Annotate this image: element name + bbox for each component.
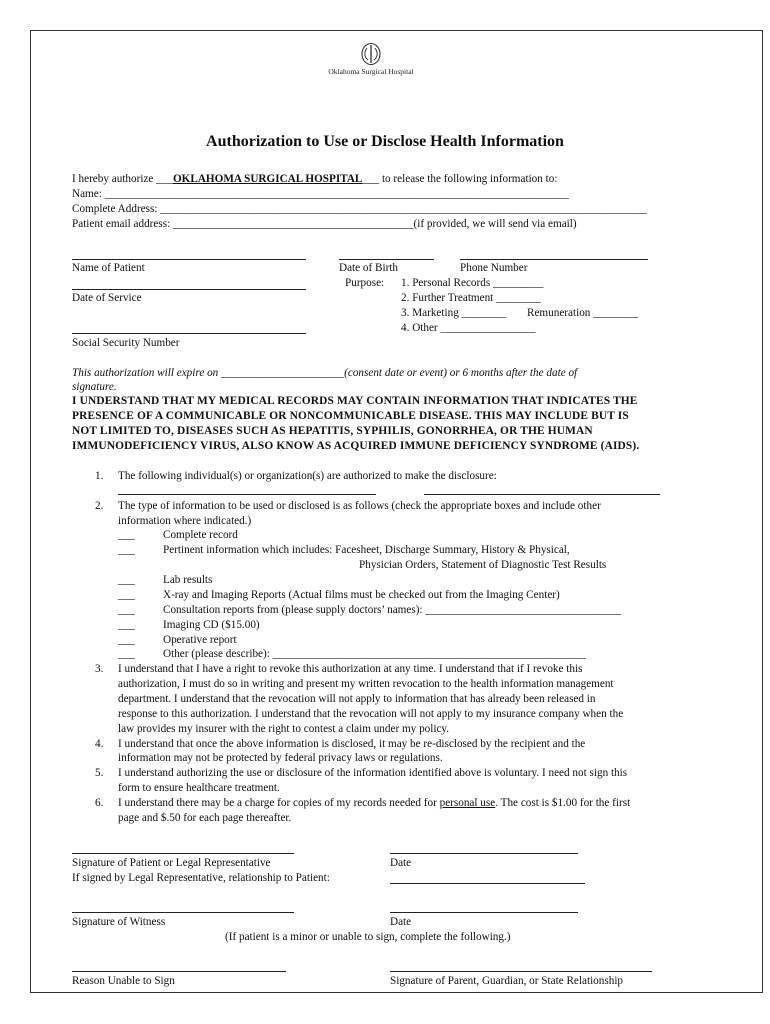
hospital-logo-icon bbox=[360, 42, 382, 66]
item-number: 6. bbox=[95, 797, 104, 809]
item-3-text: law provides my insurer with the right to contest a claim under my policy. bbox=[118, 723, 450, 735]
date-of-service-label: Date of Service bbox=[72, 292, 142, 304]
witness-signature-line[interactable] bbox=[72, 912, 294, 913]
checkbox-blank[interactable]: ___ bbox=[118, 648, 135, 660]
minor-note: (If patient is a minor or unable to sign, complete the following.) bbox=[225, 931, 511, 943]
dob-label: Date of Birth bbox=[339, 262, 399, 274]
remuneration-item[interactable]: Remuneration ________ bbox=[527, 307, 638, 319]
hospital-logo-name: Oklahoma Surgical Hospital bbox=[328, 67, 414, 76]
patient-signature-label: Signature of Patient or Legal Representative bbox=[72, 857, 271, 869]
witness-label: Signature of Witness bbox=[72, 916, 166, 928]
warning-text: NOT LIMITED TO, DISEASES SUCH AS HEPATITIS, SYPHILIS, GONORRHEA, OR THE HUMAN bbox=[72, 425, 593, 437]
dob-line[interactable] bbox=[339, 259, 434, 260]
item-6-text-a: I understand there may be a charge for copies of my records needed for bbox=[118, 797, 440, 809]
purpose-label: Purpose: bbox=[345, 277, 385, 289]
purpose-item[interactable]: 1. Personal Records _________ bbox=[401, 277, 544, 289]
reason-label: Reason Unable to Sign bbox=[72, 975, 175, 987]
check-option: Pertinent information which includes: Facesheet, Discharge Summary, History & Physical, bbox=[163, 544, 570, 556]
checkbox-blank[interactable]: ___ bbox=[118, 619, 135, 631]
hospital-name: OKLAHOMA SURGICAL HOSPITAL bbox=[172, 173, 363, 185]
item-5-text: form to ensure healthcare treatment. bbox=[118, 782, 280, 794]
check-option: Complete record bbox=[163, 529, 238, 541]
name-field[interactable]: Name: ___________________________________________________________________________________ bbox=[72, 188, 569, 200]
relationship-label: If signed by Legal Representative, relationship to Patient: bbox=[72, 872, 330, 884]
disclosing-party-line-2[interactable] bbox=[424, 494, 660, 495]
hospital-logo bbox=[316, 42, 426, 76]
item-2-text: The type of information to be used or disclosed is as follows (check the appropriate boxes and include other bbox=[118, 500, 601, 512]
parent-signature-line[interactable] bbox=[390, 971, 652, 972]
checkbox-blank[interactable]: ___ bbox=[118, 544, 135, 556]
date-line-1[interactable] bbox=[390, 853, 578, 854]
page-title: Authorization to Use or Disclose Health Information bbox=[206, 133, 564, 150]
expire-line-2: signature. bbox=[72, 381, 117, 393]
purpose-item[interactable]: 4. Other _________________ bbox=[401, 322, 536, 334]
item-1-text: The following individual(s) or organization(s) are authorized to make the disclosure: bbox=[118, 470, 497, 482]
email-field[interactable]: Patient email address: ___________________________________________(if provided, we will send via email) bbox=[72, 218, 577, 230]
parent-signature-label: Signature of Parent, Guardian, or State Relationship bbox=[390, 975, 624, 987]
checkbox-blank[interactable]: ___ bbox=[118, 604, 135, 616]
item-number: 4. bbox=[95, 738, 104, 750]
name-of-patient-label: Name of Patient bbox=[72, 262, 145, 274]
item-5-text: I understand authorizing the use or disclosure of the information identified above is voluntary. I need not sign this bbox=[118, 767, 628, 779]
warning-text: PRESENCE OF A COMMUNICABLE OR NONCOMMUNICABLE DISEASE. THIS MAY INCLUDE BUT IS bbox=[72, 410, 629, 422]
check-option: X-ray and Imaging Reports (Actual films must be checked out from the Imaging Center) bbox=[163, 589, 560, 601]
check-option: Lab results bbox=[163, 574, 213, 586]
patient-signature-line[interactable] bbox=[72, 853, 294, 854]
item-number: 5. bbox=[95, 767, 104, 779]
check-option-cont: Physician Orders, Statement of Diagnostic Test Results bbox=[359, 559, 607, 571]
expire-line: This authorization will expire on ______________________(consent date or event) or 6 months after the date of bbox=[72, 367, 578, 379]
item-number: 3. bbox=[95, 663, 104, 675]
patient-name-line[interactable] bbox=[72, 259, 306, 260]
item-6-text-cont: page and $.50 for each page thereafter. bbox=[118, 812, 292, 824]
checkbox-blank[interactable]: ___ bbox=[118, 529, 135, 541]
item-6-underlined: personal use bbox=[439, 797, 496, 809]
item-3-text: department. I understand that the revocation will not apply to information that has already been released in bbox=[118, 693, 596, 705]
check-option: Consultation reports from (please supply doctors’ names): ___________________________________ bbox=[163, 604, 622, 616]
warning-text: IMMUNODEFICIENCY VIRUS, ALSO KNOW AS ACQUIRED IMMUNE DEFICIENCY SYNDROME (AIDS). bbox=[72, 440, 640, 452]
item-6-text bbox=[118, 796, 630, 810]
check-option: Imaging CD ($15.00) bbox=[163, 619, 260, 631]
authorize-line bbox=[72, 172, 557, 186]
item-6-text-b: . The cost is $1.00 for the first bbox=[495, 797, 631, 809]
purpose-item[interactable]: 3. Marketing ________ bbox=[401, 307, 507, 319]
item-4-text: I understand that once the above information is disclosed, it may be re-disclosed by the recipient and the bbox=[118, 738, 586, 750]
checkbox-blank[interactable]: ___ bbox=[118, 634, 135, 646]
authorize-suffix: ___ to release the following information to: bbox=[362, 173, 558, 185]
date-line-2[interactable] bbox=[390, 912, 578, 913]
item-2-text-cont: information where indicated.) bbox=[118, 515, 252, 527]
reason-line[interactable] bbox=[72, 971, 286, 972]
checkbox-blank[interactable]: ___ bbox=[118, 589, 135, 601]
check-option: Operative report bbox=[163, 634, 237, 646]
ssn-line[interactable] bbox=[72, 333, 306, 334]
checkbox-blank[interactable]: ___ bbox=[118, 574, 135, 586]
date-label-1: Date bbox=[390, 857, 412, 869]
item-number: 2. bbox=[95, 500, 104, 512]
item-3-text: authorization, I must do so in writing and present my written revocation to the health information management bbox=[118, 678, 614, 690]
date-label-2: Date bbox=[390, 916, 412, 928]
item-3-text: response to this authorization. I understand that the revocation will not apply to my insurance company when the bbox=[118, 708, 624, 720]
phone-line[interactable] bbox=[460, 259, 648, 260]
ssn-label: Social Security Number bbox=[72, 337, 180, 349]
phone-label: Phone Number bbox=[460, 262, 528, 274]
item-number: 1. bbox=[95, 470, 104, 482]
item-4-text: information may not be protected by federal privacy laws or regulations. bbox=[118, 752, 443, 764]
address-field[interactable]: Complete Address: _______________________________________________________________________________________ bbox=[72, 203, 647, 215]
authorize-prefix: I hereby authorize ___ bbox=[72, 173, 173, 185]
warning-text: I UNDERSTAND THAT MY MEDICAL RECORDS MAY CONTAIN INFORMATION THAT INDICATES THE bbox=[72, 395, 638, 407]
purpose-item[interactable]: 2. Further Treatment ________ bbox=[401, 292, 541, 304]
check-option: Other (please describe): ________________________________________________________ bbox=[163, 648, 586, 660]
date-of-service-line[interactable] bbox=[72, 289, 306, 290]
relationship-line[interactable] bbox=[390, 883, 585, 884]
disclosing-party-line[interactable] bbox=[118, 494, 376, 495]
item-3-text: I understand that I have a right to revoke this authorization at any time. I understand that if I revoke this bbox=[118, 663, 583, 675]
